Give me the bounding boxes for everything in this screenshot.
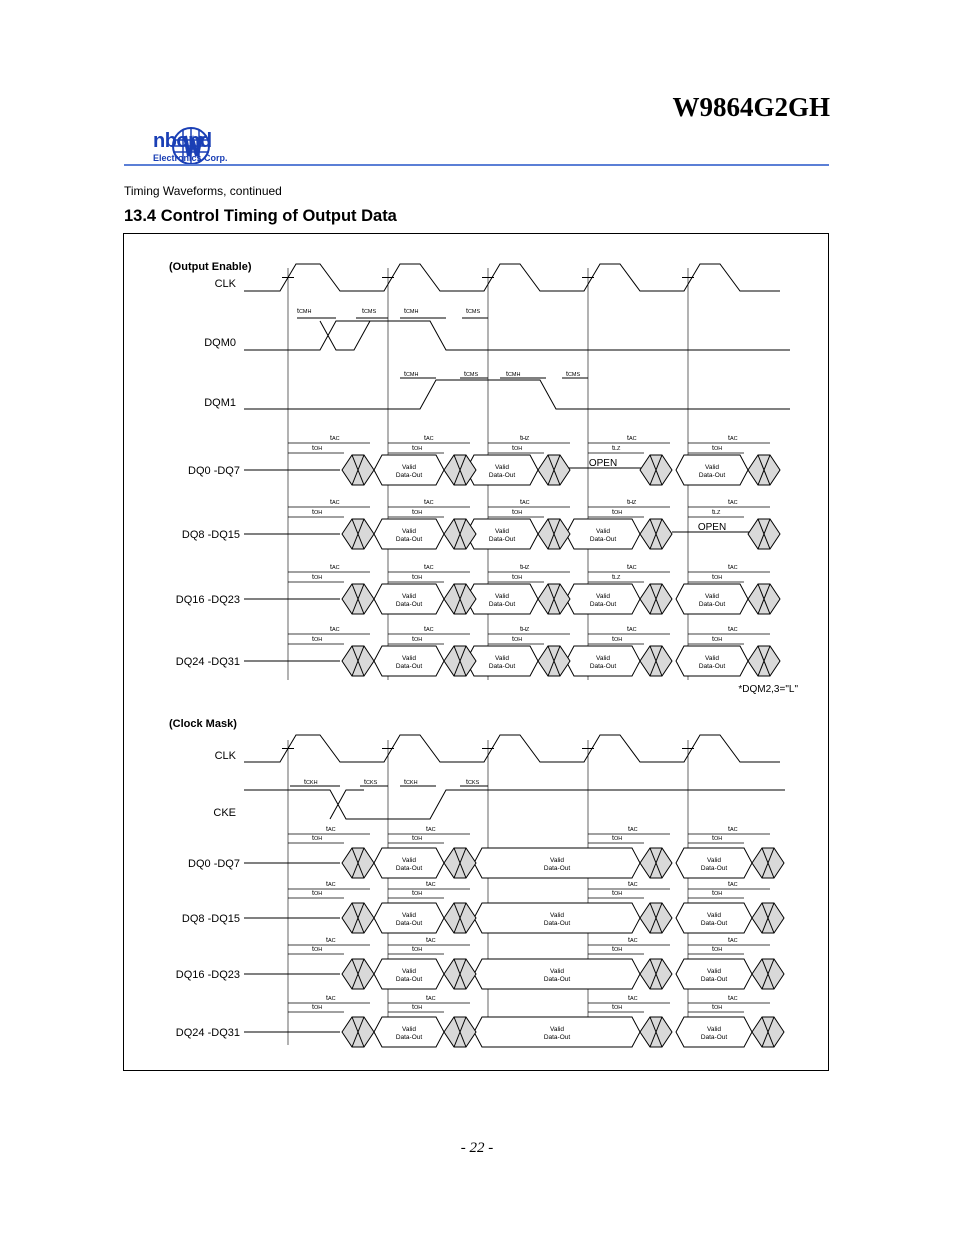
cm-dq8_15-bottom-label-1: tOH bbox=[412, 890, 423, 897]
oe-dq8_15-bottom-label-0: tOH bbox=[312, 509, 323, 516]
oe-dq0_7-bottom-label-2: tOH bbox=[512, 445, 523, 452]
dqm1-timing-label-2: tCMH bbox=[506, 371, 521, 378]
cm-dq0_7-bottom-label-0: tOH bbox=[312, 835, 323, 842]
cm-dq24_31-top-label-0: tAC bbox=[326, 995, 336, 1002]
cm-dq0_7-bottom-label-3: tOH bbox=[712, 835, 723, 842]
signal-label-cm-dq8_15: DQ8 -DQ15 bbox=[181, 913, 240, 925]
cke-timing-label-1: tCKS bbox=[364, 779, 378, 786]
oe-dq24_31-cell-text-b-2: Data-Out bbox=[589, 663, 617, 670]
oe-dq24_31-cell-text-b-0: Data-Out bbox=[395, 663, 423, 670]
oe-dq16_23-top-label-3: tAC bbox=[627, 564, 637, 571]
dqm0-timing-label-2: tCMH bbox=[404, 308, 419, 315]
cm-dq16_23-top-label-0: tAC bbox=[326, 937, 336, 944]
clk-waveform-oe bbox=[244, 264, 780, 291]
dqm0-timing-label-0: tCMH bbox=[297, 308, 312, 315]
cm-dq16_23-cell-text-a-0: Valid bbox=[402, 968, 416, 975]
oe-dq16_23-top-label-1: tAC bbox=[424, 564, 434, 571]
cm-dq24_31-bottom-label-2: tOH bbox=[612, 1004, 623, 1011]
cm-dq8_15-bottom-label-3: tOH bbox=[712, 890, 723, 897]
oe-dq24_31-bottom-label-2: tOH bbox=[512, 636, 523, 643]
cm-dq0_7-top-label-0: tAC bbox=[326, 826, 336, 833]
oe-dq0_7-cell-text-a-0: Valid bbox=[402, 464, 416, 471]
oe-dq8_15-top-label-0: tAC bbox=[330, 499, 340, 506]
cm-dq0_7-cell-text-b-0: Data-Out bbox=[395, 865, 423, 872]
oe-dq16_23-cell-text-b-1: Data-Out bbox=[488, 601, 516, 608]
oe-dq0_7-top-label-1: tAC bbox=[424, 435, 434, 442]
signal-label-cm-dq16_23: DQ16 -DQ23 bbox=[175, 969, 240, 981]
cm-dq0_7-cell-text-a-2: Valid bbox=[707, 857, 721, 864]
oe-dq8_15-bottom-label-2: tOH bbox=[512, 509, 523, 516]
cm-dq16_23-bottom-label-1: tOH bbox=[412, 946, 423, 953]
dqm1-waveform bbox=[244, 380, 790, 409]
dqm1-timing-label-3: tCMS bbox=[566, 371, 581, 378]
oe-dq0_7-cell-text-b-0: Data-Out bbox=[395, 472, 423, 479]
oe-dq0_7-open-label-2: OPEN bbox=[588, 458, 618, 469]
signal-label-dqm1: DQM1 bbox=[204, 397, 236, 409]
cm-dq16_23-cell-text-a-1: Valid bbox=[550, 968, 564, 975]
cm-dq16_23-top-label-2: tAC bbox=[628, 937, 638, 944]
oe-dq16_23-top-label-0: tAC bbox=[330, 564, 340, 571]
logo-word: nbond bbox=[153, 130, 212, 152]
cm-dq24_31-cell-text-b-2: Data-Out bbox=[700, 1034, 728, 1041]
cm-dq0_7-bottom-label-1: tOH bbox=[412, 835, 423, 842]
cm-dq16_23-bottom-label-2: tOH bbox=[612, 946, 623, 953]
cm-dq16_23-cell-text-a-2: Valid bbox=[707, 968, 721, 975]
cm-dq8_15-bottom-label-0: tOH bbox=[312, 890, 323, 897]
oe-dq8_15-cell-text-a-2: Valid bbox=[596, 528, 610, 535]
cm-dq24_31-bottom-label-1: tOH bbox=[412, 1004, 423, 1011]
oe-dq0_7-top-label-2: tHZ bbox=[520, 435, 530, 442]
cm-dq16_23-bottom-label-3: tOH bbox=[712, 946, 723, 953]
oe-dq0_7-cell-text-b-1: Data-Out bbox=[488, 472, 516, 479]
cm-dq24_31-top-label-2: tAC bbox=[628, 995, 638, 1002]
cm-dq0_7-top-label-3: tAC bbox=[728, 826, 738, 833]
cm-dq0_7-top-label-1: tAC bbox=[426, 826, 436, 833]
oe-dq24_31-cell-text-a-3: Valid bbox=[705, 655, 719, 662]
logo-subtitle: Electronics Corp. bbox=[153, 153, 228, 163]
cm-dq8_15-cell-text-a-1: Valid bbox=[550, 912, 564, 919]
oe-dq16_23-bottom-label-4: tOH bbox=[712, 574, 723, 581]
cm-dq0_7-cell-text-b-1: Data-Out bbox=[543, 865, 571, 872]
oe-dq8_15-top-label-2: tAC bbox=[520, 499, 530, 506]
oe-dq24_31-bottom-label-3: tOH bbox=[612, 636, 623, 643]
oe-dq24_31-top-label-3: tAC bbox=[627, 626, 637, 633]
oe-dq24_31-cell-text-a-0: Valid bbox=[402, 655, 416, 662]
oe-dq16_23-cell-text-b-0: Data-Out bbox=[395, 601, 423, 608]
cke-shadow bbox=[330, 790, 364, 819]
oe-dq24_31-cell-text-b-1: Data-Out bbox=[488, 663, 516, 670]
signal-label-oe-dq8_15: DQ8 -DQ15 bbox=[181, 529, 240, 541]
cm-dq24_31-bottom-label-0: tOH bbox=[312, 1004, 323, 1011]
oe-dq8_15-cell-text-a-0: Valid bbox=[402, 528, 416, 535]
dqm-footnote: *DQM2,3="L" bbox=[738, 684, 798, 695]
cm-dq8_15-cell-text-b-0: Data-Out bbox=[395, 920, 423, 927]
cke-timing-label-2: tCKH bbox=[404, 779, 418, 786]
signal-label-cm-dq24_31: DQ24 -DQ31 bbox=[175, 1027, 240, 1039]
oe-dq0_7-cell-text-a-1: Valid bbox=[495, 464, 509, 471]
oe-dq16_23-bottom-label-0: tOH bbox=[312, 574, 323, 581]
oe-dq24_31-bottom-label-4: tOH bbox=[712, 636, 723, 643]
cm-dq16_23-top-label-3: tAC bbox=[728, 937, 738, 944]
oe-dq8_15-open-label-3: OPEN bbox=[697, 522, 727, 533]
oe-dq16_23-cell-text-a-3: Valid bbox=[705, 593, 719, 600]
oe-dq8_15-cell-text-b-2: Data-Out bbox=[589, 536, 617, 543]
oe-dq0_7-bottom-label-1: tOH bbox=[412, 445, 423, 452]
oe-dq16_23-cell-text-a-2: Valid bbox=[596, 593, 610, 600]
oe-dq16_23-cell-text-a-0: Valid bbox=[402, 593, 416, 600]
cm-dq0_7-cell-text-a-1: Valid bbox=[550, 857, 564, 864]
signal-label-clk: CLK bbox=[214, 278, 236, 290]
oe-dq8_15-bottom-label-1: tOH bbox=[412, 509, 423, 516]
signal-label-cm-clk: CLK bbox=[214, 750, 236, 762]
cm-dq16_23-cell-text-b-1: Data-Out bbox=[543, 976, 571, 983]
signal-label-dqm0: DQM0 bbox=[204, 337, 236, 349]
oe-dq24_31-bottom-label-1: tOH bbox=[412, 636, 423, 643]
signal-label-oe-dq24_31: DQ24 -DQ31 bbox=[175, 656, 240, 668]
oe-dq24_31-top-label-4: tAC bbox=[728, 626, 738, 633]
cke-timing-label-0: tCKH bbox=[304, 779, 318, 786]
cke-waveform bbox=[244, 790, 785, 819]
clk-waveform-cm bbox=[244, 735, 780, 762]
oe-dq0_7-top-label-4: tAC bbox=[728, 435, 738, 442]
cm-dq8_15-top-label-3: tAC bbox=[728, 881, 738, 888]
oe-dq16_23-top-label-4: tAC bbox=[728, 564, 738, 571]
cm-dq24_31-cell-text-a-0: Valid bbox=[402, 1026, 416, 1033]
oe-dq8_15-cell-text-b-0: Data-Out bbox=[395, 536, 423, 543]
oe-dq24_31-top-label-1: tAC bbox=[424, 626, 434, 633]
cm-dq0_7-cell-text-a-0: Valid bbox=[402, 857, 416, 864]
oe-dq8_15-bottom-label-4: tLZ bbox=[712, 509, 721, 516]
cm-dq8_15-top-label-2: tAC bbox=[628, 881, 638, 888]
part-number: W9864G2GH bbox=[672, 92, 830, 122]
oe-dq16_23-cell-text-a-1: Valid bbox=[495, 593, 509, 600]
dqm0-waveform bbox=[244, 321, 790, 350]
cm-dq16_23-top-label-1: tAC bbox=[426, 937, 436, 944]
cm-dq16_23-bottom-label-0: tOH bbox=[312, 946, 323, 953]
signal-label-oe-dq0_7: DQ0 -DQ7 bbox=[188, 465, 240, 477]
oe-dq16_23-bottom-label-2: tOH bbox=[512, 574, 523, 581]
oe-dq8_15-bottom-label-3: tOH bbox=[612, 509, 623, 516]
oe-dq24_31-top-label-2: tHZ bbox=[520, 626, 530, 633]
oe-dq0_7-top-label-0: tAC bbox=[330, 435, 340, 442]
signal-label-cm-dq0_7: DQ0 -DQ7 bbox=[188, 858, 240, 870]
oe-dq0_7-bottom-label-4: tOH bbox=[712, 445, 723, 452]
oe-dq8_15-top-label-4: tAC bbox=[728, 499, 738, 506]
oe-dq24_31-cell-text-b-3: Data-Out bbox=[698, 663, 726, 670]
continued-label: Timing Waveforms, continued bbox=[124, 184, 282, 198]
cm-dq16_23-cell-text-b-0: Data-Out bbox=[395, 976, 423, 983]
oe-dq24_31-top-label-0: tAC bbox=[330, 626, 340, 633]
cm-dq8_15-cell-text-b-2: Data-Out bbox=[700, 920, 728, 927]
oe-dq0_7-cell-text-b-3: Data-Out bbox=[698, 472, 726, 479]
cm-dq8_15-cell-text-a-2: Valid bbox=[707, 912, 721, 919]
cm-dq0_7-bottom-label-2: tOH bbox=[612, 835, 623, 842]
cm-dq16_23-cell-text-b-2: Data-Out bbox=[700, 976, 728, 983]
clock-mask-title: (Clock Mask) bbox=[169, 718, 237, 730]
cm-dq8_15-top-label-0: tAC bbox=[326, 881, 336, 888]
oe-dq0_7-bottom-label-0: tOH bbox=[312, 445, 323, 452]
oe-dq16_23-bottom-label-3: tLZ bbox=[612, 574, 621, 581]
oe-dq24_31-bottom-label-0: tOH bbox=[312, 636, 323, 643]
oe-dq24_31-cell-text-a-2: Valid bbox=[596, 655, 610, 662]
cm-dq24_31-cell-text-a-2: Valid bbox=[707, 1026, 721, 1033]
dqm1-timing-label-0: tCMH bbox=[404, 371, 419, 378]
oe-dq8_15-top-label-3: tHZ bbox=[627, 499, 637, 506]
oe-dq16_23-cell-text-b-2: Data-Out bbox=[589, 601, 617, 608]
dqm0-timing-label-3: tCMS bbox=[466, 308, 481, 315]
cm-dq24_31-top-label-3: tAC bbox=[728, 995, 738, 1002]
section-title: 13.4 Control Timing of Output Data bbox=[124, 207, 397, 225]
oe-dq0_7-bottom-label-3: tLZ bbox=[612, 445, 621, 452]
oe-dq16_23-cell-text-b-3: Data-Out bbox=[698, 601, 726, 608]
cm-dq8_15-bottom-label-2: tOH bbox=[612, 890, 623, 897]
oe-dq8_15-top-label-1: tAC bbox=[424, 499, 434, 506]
page-number: - 22 - bbox=[460, 1140, 494, 1156]
oe-dq16_23-bottom-label-1: tOH bbox=[412, 574, 423, 581]
oe-dq24_31-cell-text-a-1: Valid bbox=[495, 655, 509, 662]
dqm0-timing-label-1: tCMS bbox=[362, 308, 377, 315]
cm-dq24_31-cell-text-b-1: Data-Out bbox=[543, 1034, 571, 1041]
cm-dq24_31-cell-text-b-0: Data-Out bbox=[395, 1034, 423, 1041]
cm-dq8_15-cell-text-a-0: Valid bbox=[402, 912, 416, 919]
cke-timing-label-3: tCKS bbox=[466, 779, 480, 786]
signal-label-cke: CKE bbox=[213, 807, 236, 819]
oe-dq8_15-cell-text-b-1: Data-Out bbox=[488, 536, 516, 543]
cm-dq0_7-cell-text-b-2: Data-Out bbox=[700, 865, 728, 872]
dqm1-timing-label-1: tCMS bbox=[464, 371, 479, 378]
oe-dq8_15-cell-text-a-1: Valid bbox=[495, 528, 509, 535]
output-enable-title: (Output Enable) bbox=[169, 261, 252, 273]
signal-label-oe-dq16_23: DQ16 -DQ23 bbox=[175, 594, 240, 606]
oe-dq16_23-top-label-2: tHZ bbox=[520, 564, 530, 571]
cm-dq8_15-cell-text-b-1: Data-Out bbox=[543, 920, 571, 927]
oe-dq0_7-cell-text-a-3: Valid bbox=[705, 464, 719, 471]
dqm0-shadow bbox=[320, 321, 370, 350]
cm-dq24_31-cell-text-a-1: Valid bbox=[550, 1026, 564, 1033]
cm-dq24_31-top-label-1: tAC bbox=[426, 995, 436, 1002]
cm-dq8_15-top-label-1: tAC bbox=[426, 881, 436, 888]
cm-dq0_7-top-label-2: tAC bbox=[628, 826, 638, 833]
cm-dq24_31-bottom-label-3: tOH bbox=[712, 1004, 723, 1011]
oe-dq0_7-top-label-3: tAC bbox=[627, 435, 637, 442]
